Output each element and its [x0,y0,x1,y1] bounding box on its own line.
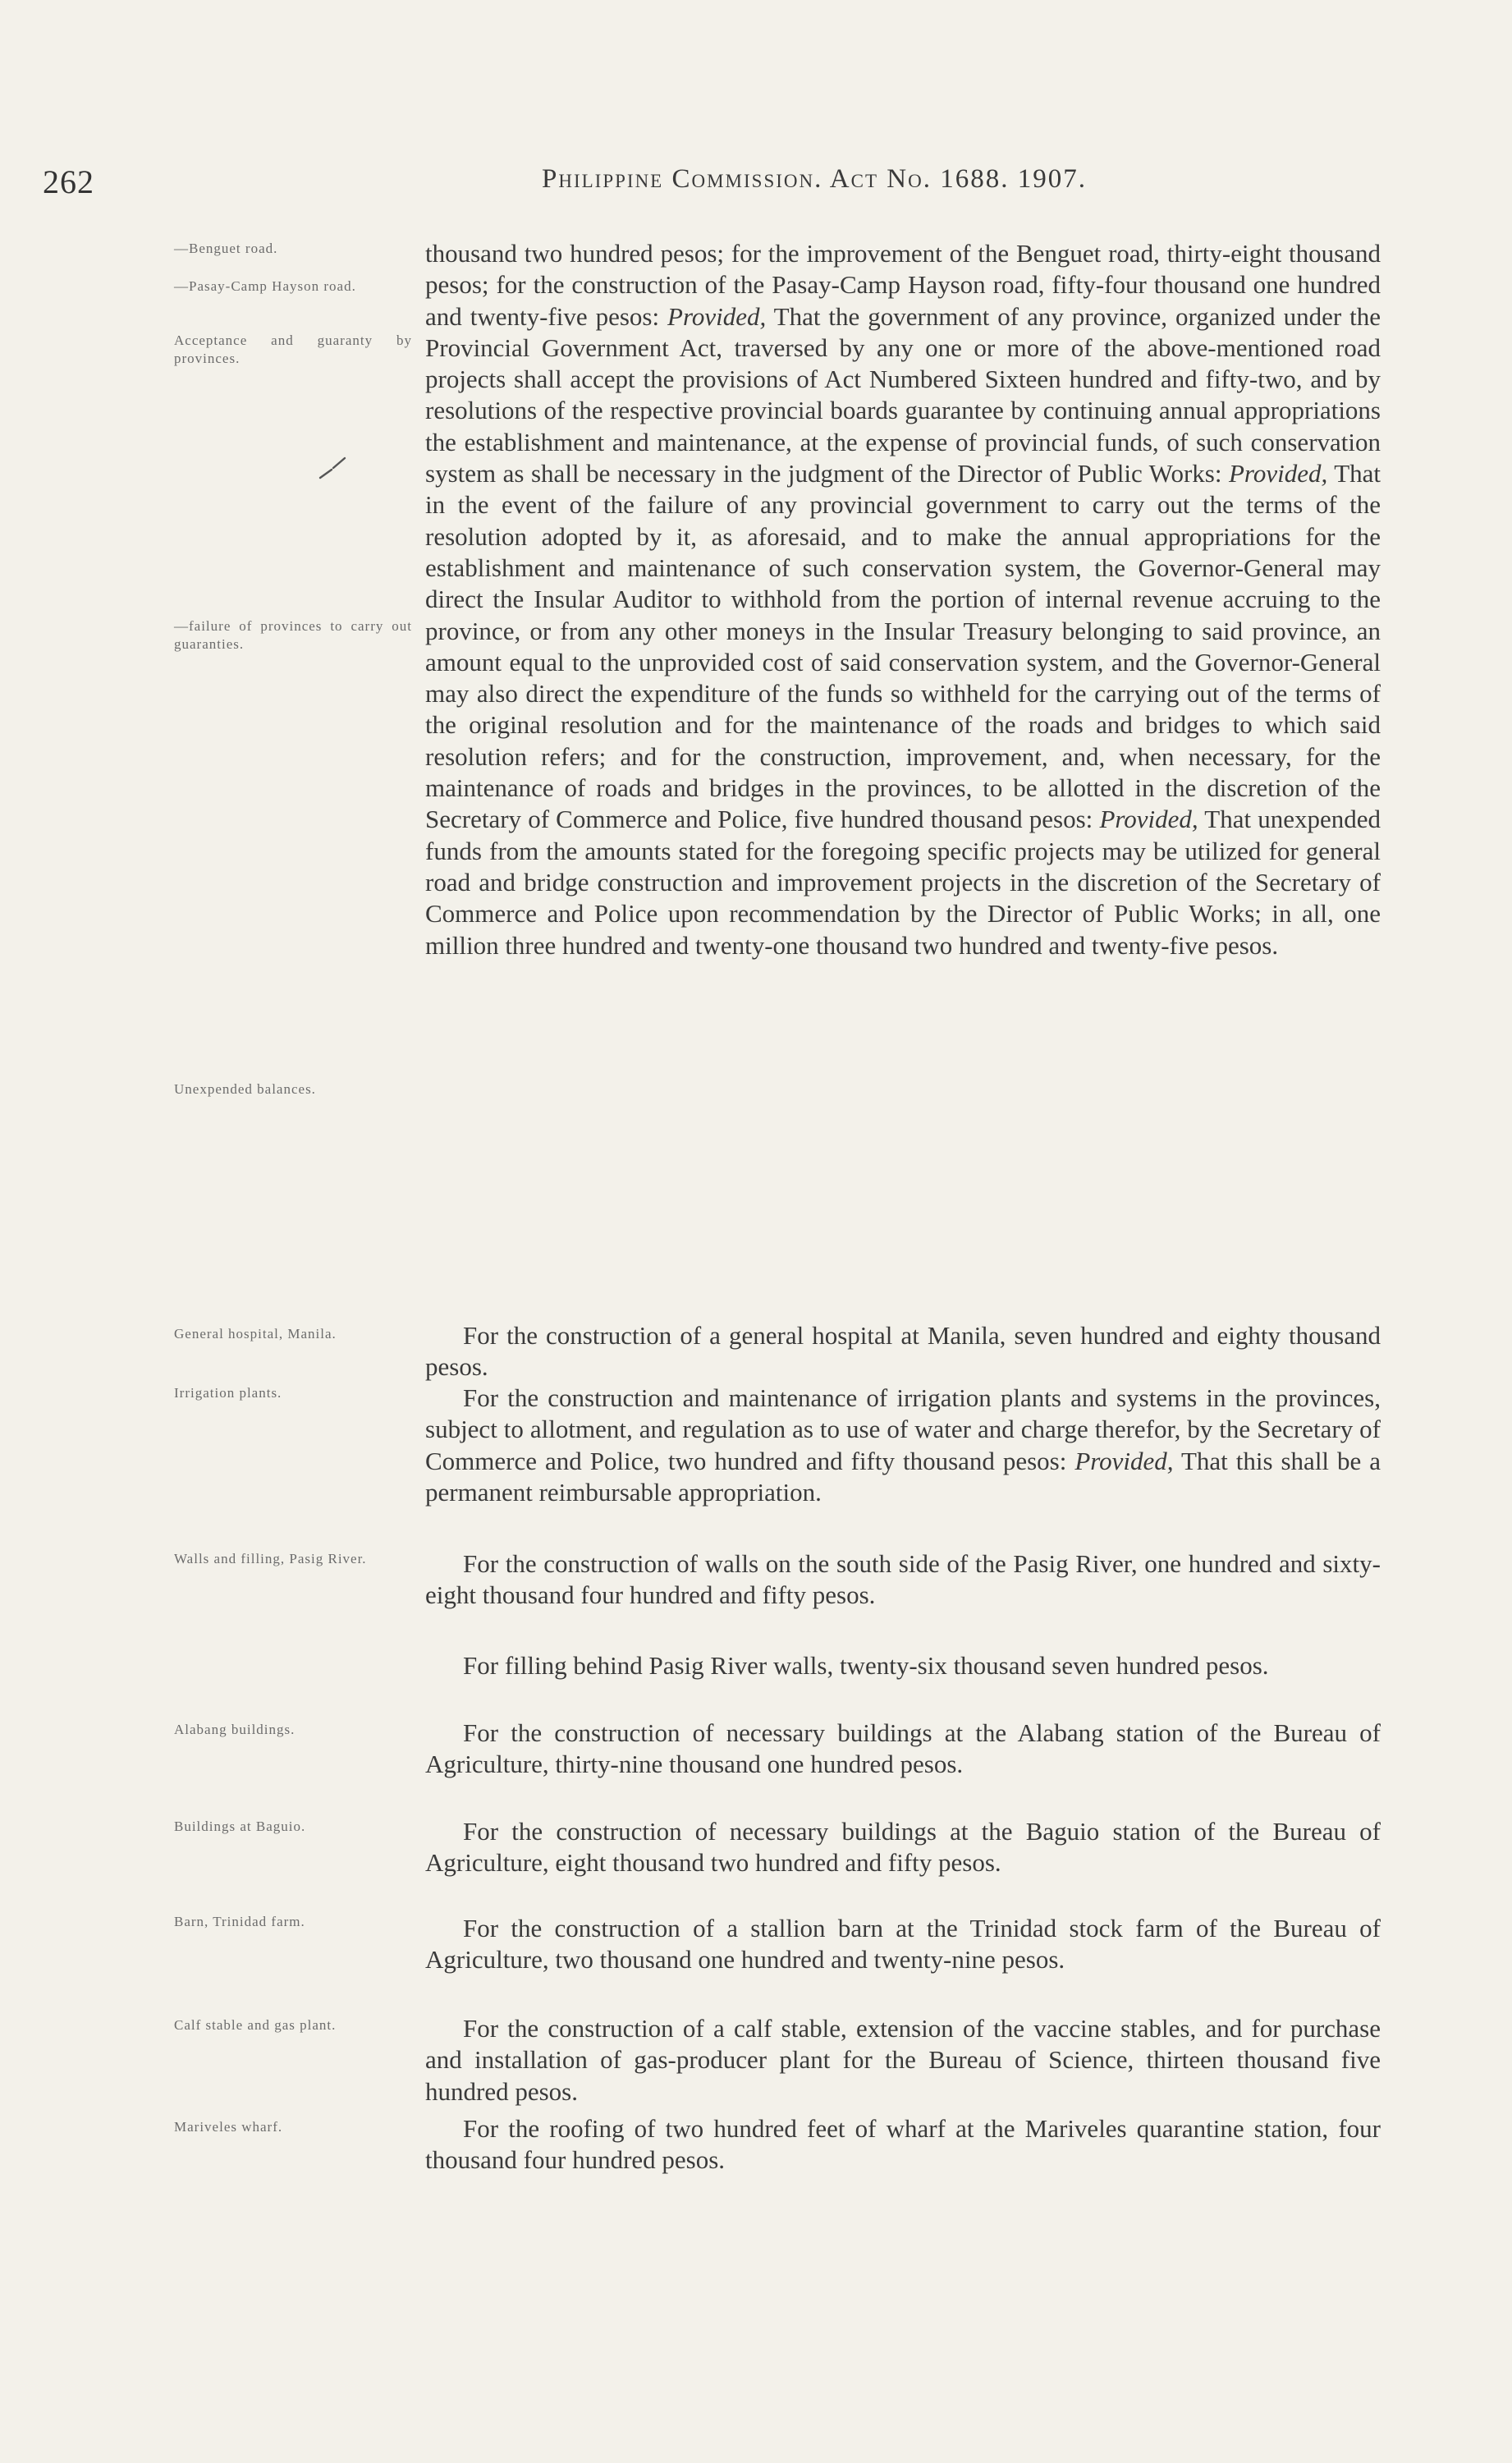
margin-note-pasay-camp-hayson-road: —Pasay-Camp Hayson road. [174,278,356,294]
margin-note-barn-trinidad: Barn, Trinidad farm. [174,1914,305,1929]
paragraph-pasig-walls: For the construction of walls on the south side of the Pasig River, one hundred and sixty-eight thousand four hundred and fifty pesos. [425,1549,1381,1610]
margin-note-benguet-road: —Benguet road. [174,241,278,256]
margin-note-general-hospital: General hospital, Manila. [174,1326,337,1342]
margin-note-mariveles-wharf: Mariveles wharf. [174,2119,283,2135]
page-number: 262 [43,163,94,200]
margin-note-calf-stable-gas-plant: Calf stable and gas plant. [174,2017,337,2033]
paragraph-general-hospital: For the construction of a general hospital at Manila, seven hundred and eighty thousand pesos. [425,1321,1381,1382]
running-head: Philippine Commission. Act No. 1688. 1907. [542,164,1087,194]
paragraph-alabang-buildings: For the construction of necessary buildings at the Alabang station of the Bureau of Agriculture, thirty-nine thousand one hundred pesos. [425,1718,1381,1779]
margin-note-unexpended-balances: Unexpended balances. [174,1081,316,1097]
margin-note-buildings-baguio: Buildings at Baguio. [174,1819,306,1834]
paragraph-pasig-filling: For filling behind Pasig River walls, twenty-six thousand seven hundred pesos. [463,1651,1269,1680]
margin-note-failure-of-provinces: —failure of provinces to carry out guaranties. [174,618,412,652]
margin-note-irrigation-plants: Irrigation plants. [174,1385,282,1401]
paragraph-irrigation-plants: For the construction and maintenance of irrigation plants and systems in the provinces, subject to allotment, and regulation as to use of water and charge therefor, by the Secretary of Commerce and Police, two hundred and fifty thousand pesos: Provided, That this shall be a permanent reimbursable appropriation. [425,1383,1381,1507]
paragraph-calf-stable: For the construction of a calf stable, extension of the vaccine stables, and for purchase and installation of gas-producer plant for the Bureau of Science, thirteen thousand five hundred pesos. [425,2014,1381,2106]
paragraph-baguio-buildings: For the construction of necessary buildings at the Baguio station of the Bureau of Agriculture, eight thousand two hundred and fifty pesos. [425,1817,1381,1878]
margin-note-walls-filling-pasig: Walls and filling, Pasig River. [174,1551,367,1566]
pen-mark-icon [317,452,350,484]
paragraph-mariveles-wharf: For the roofing of two hundred feet of wharf at the Mariveles quarantine station, four thousand four hundred pesos. [425,2114,1381,2175]
margin-note-acceptance-guaranty: Acceptance and guaranty by provinces. [174,333,412,366]
margin-note-alabang-buildings: Alabang buildings. [174,1722,296,1737]
paragraph-road-appropriations: thousand two hundred pesos; for the improvement of the Benguet road, thirty-eight thousand pesos; for the construction of the Pasay-Camp Hayson road, fifty-four thousand one hundred and twenty-five pesos: Provided, That the government of any province, organized under the Provincial Government Act, traversed by any one or more of the above-mentioned road projects shall accept the provisions of Act Numbered Sixteen hundred and fifty-two, and by resolutions of the respective provincial boards guarantee by continuing annual appropriations the establishment and maintenance, at the expense of provincial funds, of such conservation system as shall be necessary in the judgment of the Director of Public Works: Provided, That in the event of the failure of any provincial government to carry out the terms of the resolution adopted by it, as aforesaid, and to make the annual appropriations for the establishment and maintenance of such conservation system, the Governor-General may direct the Insular Auditor to withhold from the portion of internal revenue accruing to the province, or from any other moneys in the Insular Treasury belonging to said province, an amount equal to the unprovided cost of said conservation system, and the Governor-General may also direct the expenditure of the funds so withheld for the carrying out of the terms of the original resolution and for the maintenance of the roads and bridges to which said resolution refers; and for the construction, improvement, and, when necessary, for the maintenance of roads and bridges in the provinces, to be allotted in the discretion of the Secretary of Commerce and Police, five hundred thousand pesos: Provided, That unexpended funds from the amounts stated for the foregoing specific projects may be utilized for general road and bridge construction and improvement projects in the discretion of the Secretary of Commerce and Police upon recommendation by the Director of Public Works; in all, one million three hundred and twenty-one thousand two hundred and twenty-five pesos. [425,239,1381,960]
paragraph-trinidad-barn: For the construction of a stallion barn at the Trinidad stock farm of the Bureau of Agriculture, two thousand one hundred and twenty-nine pesos. [425,1914,1381,1975]
